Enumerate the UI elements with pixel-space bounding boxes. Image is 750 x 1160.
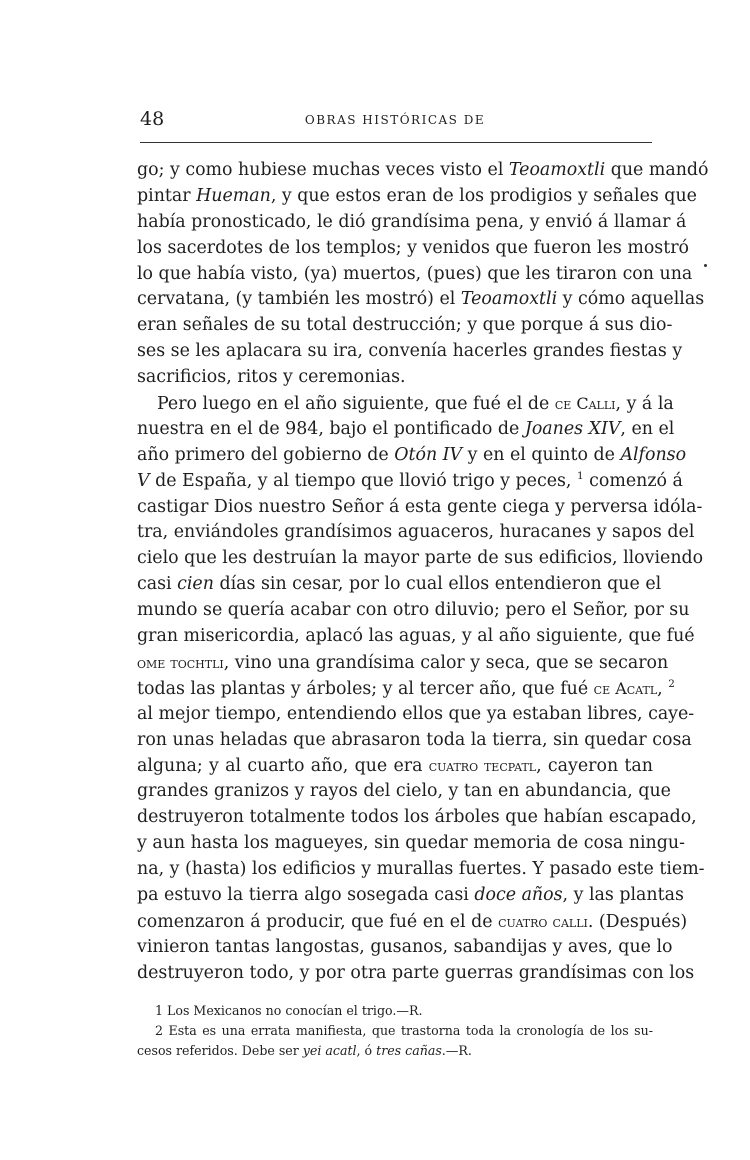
text-line: destruyeron totalmente todos los árboles que habían escapado, [137,807,697,828]
header-rule [140,142,652,143]
text-line: ses se les aplacara su ira, convenía hacerles grandes fiestas y [137,341,683,362]
footnote-line: cesos referidos. Debe ser yei acatl, ó tres cañas.—R. [137,1043,472,1058]
text-line: go; y como hubiese muchas veces visto el Teoamoxtli que mandó [137,160,709,180]
italic-text: cien [177,574,214,595]
text-line: V de España, y al tiempo que llovió trigo y peces, $^1$ comenzó á [137,469,683,491]
text-line: gran misericordia, aplacó las aguas, y al año siguiente, que fué [137,626,695,647]
small-caps-text: ce Acatl [593,678,658,698]
text-line: pa estuvo la tierra algo sosegada casi doce años, y las plantas [137,884,684,905]
page-number: 48 [140,108,165,130]
text-line: sacrificios, ritos y ceremonias. [137,367,406,388]
italic-text: Joanes XIV [524,418,621,439]
text-line: nuestra en el de 984, bajo el pontificado de Joanes XIV, en el [137,418,675,439]
italic-text: Alfonso [620,444,687,465]
text-line: eran señales de su total destrucción; y que porque á sus dio- [137,315,673,336]
text-line: año primero del gobierno de Otón IV y en el quinto de Alfonso [137,444,687,465]
italic-text: Teoamoxtli [508,160,606,180]
italic-text: doce años [474,884,563,905]
text-line: ome tochtli, vino una grandísima calor y seca, que se secaron [137,652,669,673]
text-line: cervatana, (y también les mostró) el Teoamoxtli y cómo aquellas [137,289,705,310]
small-caps-text: ce Calli [554,394,616,414]
text-line: casi cien días sin cesar, por lo cual ellos entendieron que el [137,574,662,595]
footnote-line: 1 Los Mexicanos no conocían el trigo.—R. [155,1003,423,1018]
italic-text: yei acatl [302,1043,357,1058]
text-line: destruyeron todo, y por otra parte guerras grandísimas con los [137,962,695,983]
text-line: los sacerdotes de los templos; y venidos que fueron les mostró [137,237,689,258]
text-line: Pero luego en el año siguiente, que fué el de ce Calli, y á la [157,394,674,415]
italic-text: Teoamoxtli [460,289,558,310]
text-line: todas las plantas y árboles; y al tercer año, que fué ce Acatl, $^2$ [137,678,675,699]
italic-text: V [137,470,150,491]
text-line: na, y (hasta) los edificios y murallas fuertes. Y pasado este tiem- [137,859,705,880]
text-line: ron unas heladas que abrasaron toda la tierra, sin quedar cosa [137,729,692,750]
small-caps-text: cuatro tecpatl [428,756,537,776]
text-line: había pronosticado, le dió grandísima pena, y envió á llamar á [137,211,687,232]
footnote-ref: 2 [668,678,675,691]
text-line: al mejor tiempo, entendiendo ellos que ya estaban libres, caye- [137,703,695,724]
italic-text: Hueman [196,185,271,206]
text-line: castigar Dios nuestro Señor á esta gente ciega y perversa idóla- [137,496,703,517]
text-line: cielo que les destruían la mayor parte de sus edificios, lloviendo [137,548,704,569]
page-speck [704,264,707,267]
small-caps-text: cuatro calli [498,911,588,931]
text-line: comenzaron á producir, que fué en el de cuatro calli. (Después) [137,911,688,932]
body-text [137,158,709,987]
text-line: lo que había visto, (ya) muertos, (pues) que les tiraron con una [137,263,693,284]
text-line: y aun hasta los magueyes, sin quedar memoria de cosa ningu- [137,833,685,854]
running-head: OBRAS HISTÓRICAS DE [304,113,486,127]
text-line: mundo se quería acabar con otro diluvio; pero el Señor, por su [137,600,690,621]
footnote-line: 2 Esta es una errata manifiesta, que trastorna toda la cronología de los su- [155,1023,653,1038]
italic-text: Otón IV [394,444,463,465]
italic-text: tres cañas [376,1043,442,1058]
text-line: grandes granizos y rayos del cielo, y tan en abundancia, que [137,781,671,802]
text-line: vinieron tantas langostas, gusanos, sabandijas y aves, que lo [137,936,673,957]
footnotes [137,1001,653,1061]
text-line: pintar Hueman, y que estos eran de los prodigios y señales que [137,185,697,206]
text-line: tra, enviándoles grandísimos aguaceros, huracanes y sapos del [137,522,695,543]
small-caps-text: ome tochtli [137,652,224,672]
footnote-ref: 1 [576,469,584,482]
text-line: alguna; y al cuarto año, que era cuatro tecpatl, cayeron tan [137,756,653,777]
